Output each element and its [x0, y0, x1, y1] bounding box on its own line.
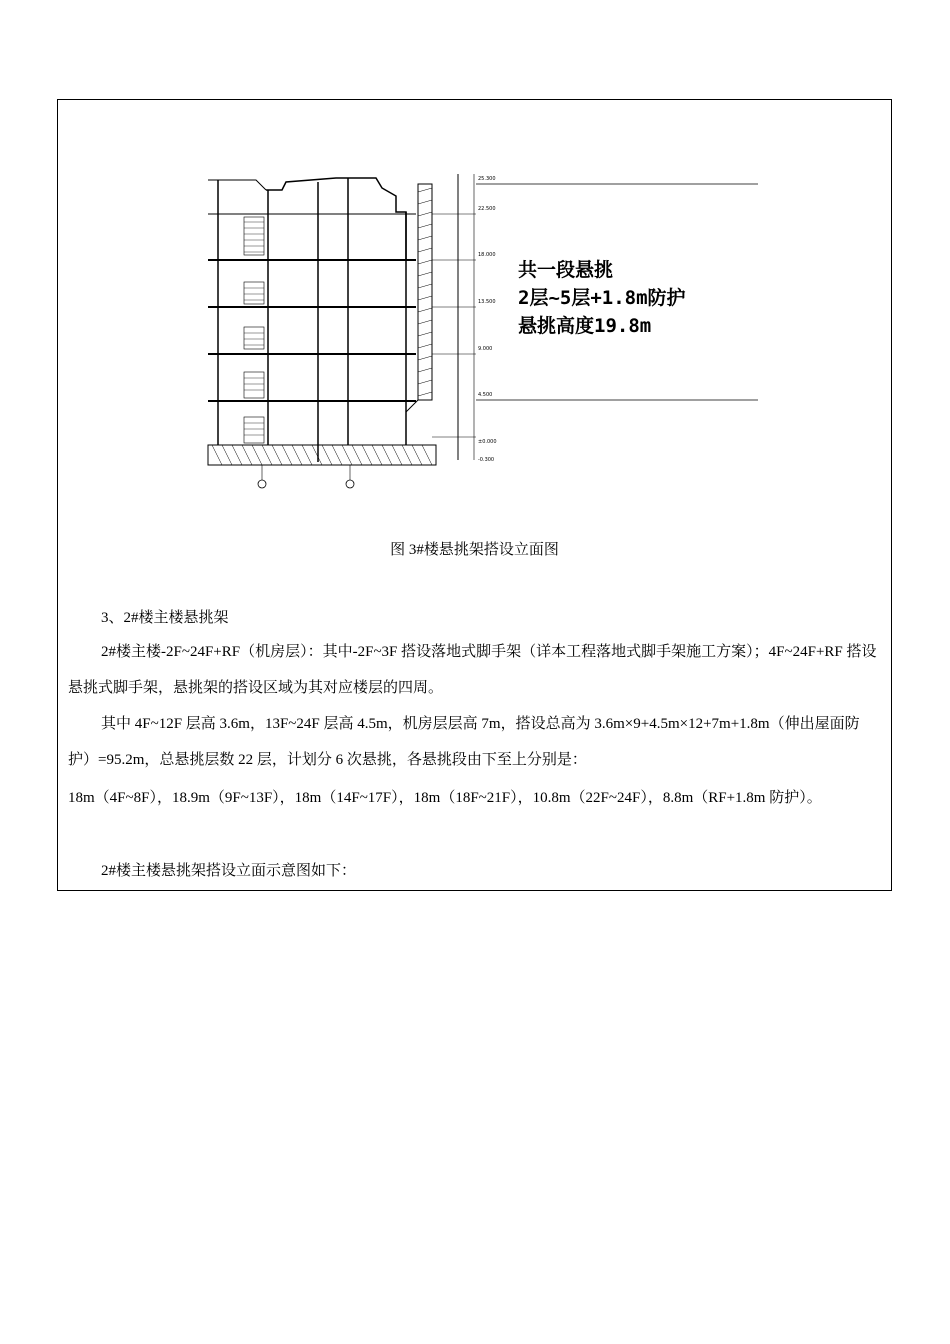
annotation-line-1: 共一段悬挑 — [518, 259, 614, 281]
annotation-line-3: 悬挑高度19.8m — [518, 315, 652, 337]
elev-label: ±0.000 — [478, 439, 497, 445]
elev-label: 22.500 — [478, 206, 496, 212]
section-heading: 3、2#楼主楼悬挑架 — [101, 610, 229, 626]
elev-label: -0.300 — [478, 457, 495, 463]
annotation-line-2: 2层~5层+1.8m防护 — [518, 287, 686, 309]
paragraph-2: 其中 4F~12F 层高 3.6m，13F~24F 层高 4.5m，机房层层高 7m，搭设总高为 3.6m×9+4.5m×12+7m+1.8m（伸出屋面防护）=95.2m，总悬挑层数 22 层，计划分 6 次悬挑，各悬挑段由下至上分别是： — [68, 716, 860, 768]
elev-label: 25.300 — [478, 176, 496, 182]
paragraph-4: 2#楼主楼悬挑架搭设立面示意图如下： — [101, 863, 357, 879]
paragraph-3: 18m（4F~8F），18.9m（9F~13F），18m（14F~17F），18m（18F~21F），10.8m（22F~24F），8.8m（RF+1.8m 防护）。 — [68, 790, 822, 806]
elev-label: 13.500 — [478, 299, 496, 305]
elev-label: 9.000 — [478, 346, 493, 352]
content-frame — [57, 99, 892, 891]
elev-label: 18.000 — [478, 252, 496, 258]
elevation-drawing — [206, 162, 766, 497]
figure-caption: 图 3#楼悬挑架搭设立面图 — [390, 542, 559, 558]
paragraph-1: 2#楼主楼-2F~24F+RF（机房层）：其中-2F~3F 搭设落地式脚手架（详本工程落地式脚手架施工方案）；4F~24F+RF 搭设悬挑式脚手架，悬挑架的搭设区域为其对应楼层的四周。 — [68, 644, 877, 696]
elev-label: 4.500 — [478, 392, 493, 398]
